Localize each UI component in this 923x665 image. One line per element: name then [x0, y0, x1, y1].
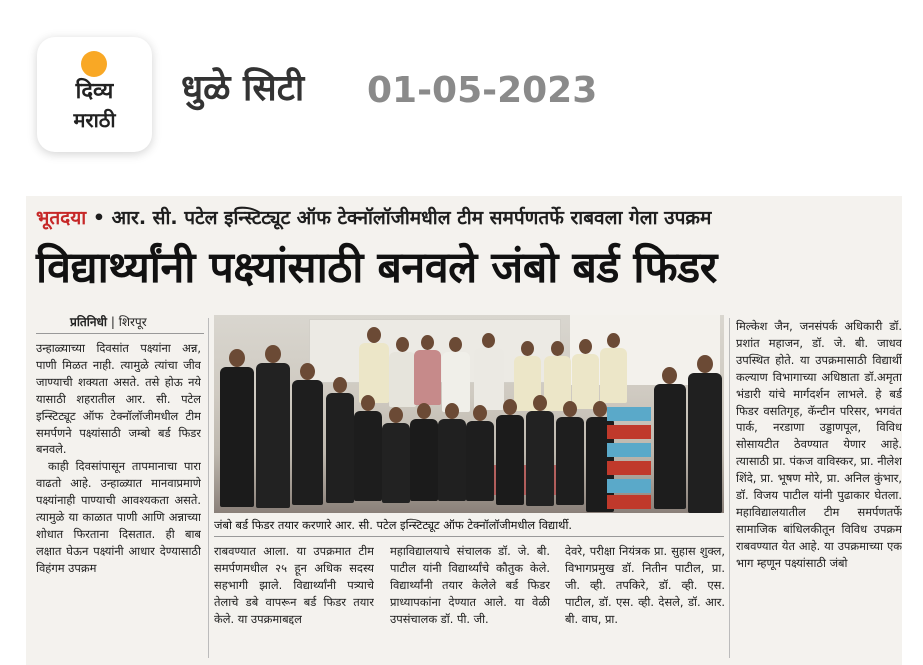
logo-sun-icon	[81, 51, 107, 77]
bird-feeder-tower	[607, 407, 651, 507]
byline-separator: |	[110, 315, 115, 329]
logo-text-line1: दिव्य	[75, 79, 114, 104]
students-group-photo	[214, 315, 724, 513]
article-headline: विद्यार्थ्यांनी पक्ष्यांसाठी बनवले जंबो बर्ड फिडर	[36, 243, 717, 293]
article-column-2	[214, 543, 374, 661]
divya-marathi-logo[interactable]	[37, 37, 152, 152]
column-divider	[729, 318, 730, 658]
article-kicker	[36, 204, 711, 232]
byline-rule	[36, 333, 204, 334]
byline	[70, 314, 147, 330]
article-column-4	[565, 543, 725, 661]
paragraph: राबवण्यात आला. या उपक्रमात टीम समर्पणमधील २५ हून अधिक सदस्य सहभागी झाले. विद्यार्थ्यांनी पत्र्याचे तेलाचे डबे वापरून बर्ड फिडर तयार केले. या उपक्रमाबद्दल	[214, 544, 374, 626]
column-divider	[208, 318, 209, 658]
paragraph: मिल्केश जैन, जनसंपर्क अधिकारी डॉ. प्रशांत महाजन, डॉ. जे. बी. जाधव उपस्थित होते. या उपक्रमासाठी विद्यार्थी कल्याण विभागाच्या अधिष्ठाता डॉ.अमृता भंडारी यांचे मार्गदर्शन लाभले. हे बर्ड फिडर वसतिगृह, कॅन्टीन परिसर, भगवंत पार्क, नरडाणा उड्डाणपूल, विविध सोसायटीत ठेवण्यात येणार आहे. त्यासाठी प्रा. पंकज वाविस्कर, प्रा. नीलेश शिंदे, प्रा. भूषण मोरे, प्रा. अनिल कुंभार, डॉ. विजय पाटील यांनी पुढाकार घेतला. महाविद्यालयातील टीम समर्पणतर्फे सामाजिक बांधिलकीतून विविध उपक्रम राबवण्यात येत आहे. या उपक्रमाच्या एक भाग म्हणून पक्ष्यांसाठी जंबो	[736, 319, 902, 570]
kicker-tag: भूतदया	[36, 207, 87, 229]
paragraph: देवरे, परीक्षा नियंत्रक प्रा. सुहास शुक्ल, विभागप्रमुख डॉ. नितीन पाटील, प्रा. जी. व्ही. तपकिरे, डॉ. व्ही. एस. पाटील, डॉ. एस. व्ही. देसले, डॉ. आर. बी. वाघ, प्रा.	[565, 544, 725, 626]
article-column-1	[36, 340, 201, 660]
article-column-3	[390, 543, 550, 661]
caption-rule	[214, 536, 724, 537]
paragraph: महाविद्यालयाचे संचालक डॉ. जे. बी. पाटील यांनी विद्यार्थ्यांचे कौतुक केले. विद्यार्थ्यांनी तयार केलेले बर्ड फिडर प्राध्यापकांना देण्यात आले. या वेळी उपसंचालक डॉ. पी. जी.	[390, 544, 550, 626]
photo-caption: जंबो बर्ड फिडर तयार करणारे आर. सी. पटेल इन्स्टिट्यूट ऑफ टेक्नॉलॉजीमधील विद्यार्थी.	[214, 518, 573, 532]
logo-text-line2: मराठी	[73, 108, 116, 132]
byline-place: शिरपूर	[118, 315, 147, 329]
city-edition-title: धुळे सिटी	[181, 68, 305, 109]
paragraph: उन्हाळ्याच्या दिवसांत पक्ष्यांना अन्न, पाणी मिळत नाही. त्यामुळे त्यांचा जीव जाण्याची शक्यता असते. तसे होऊ नये यासाठी शहरातील आर. सी. पटेल इन्स्टिट्यूट ऑफ टेक्नॉलॉजीमधील टीम समर्पणने पक्ष्यांसाठी जम्बो बर्ड फिडर बनवले.	[36, 341, 201, 457]
paragraph: काही दिवसांपासून तापमानाचा पारा वाढतो आहे. उन्हाळ्यात मानवाप्रमाणे पक्ष्यांनाही पाण्याची आवश्यकता असते. त्यामुळे या काळात पाणी आणि अन्नाच्या शोधात फिरताना दिसतात. ही बाब लक्षात घेऊन पक्ष्यांनी आधार देण्यासाठी विहंगम उपक्रम	[36, 459, 201, 575]
article-column-5	[736, 318, 902, 661]
byline-author: प्रतिनिधी	[70, 315, 108, 329]
kicker-bullet: •	[92, 207, 105, 229]
kicker-text: आर. सी. पटेल इन्स्टिट्यूट ऑफ टेक्नॉलॉजीमधील टीम समर्पणतर्फे राबवला गेला उपक्रम	[111, 207, 712, 229]
edition-date: 01-05-2023	[367, 70, 598, 111]
